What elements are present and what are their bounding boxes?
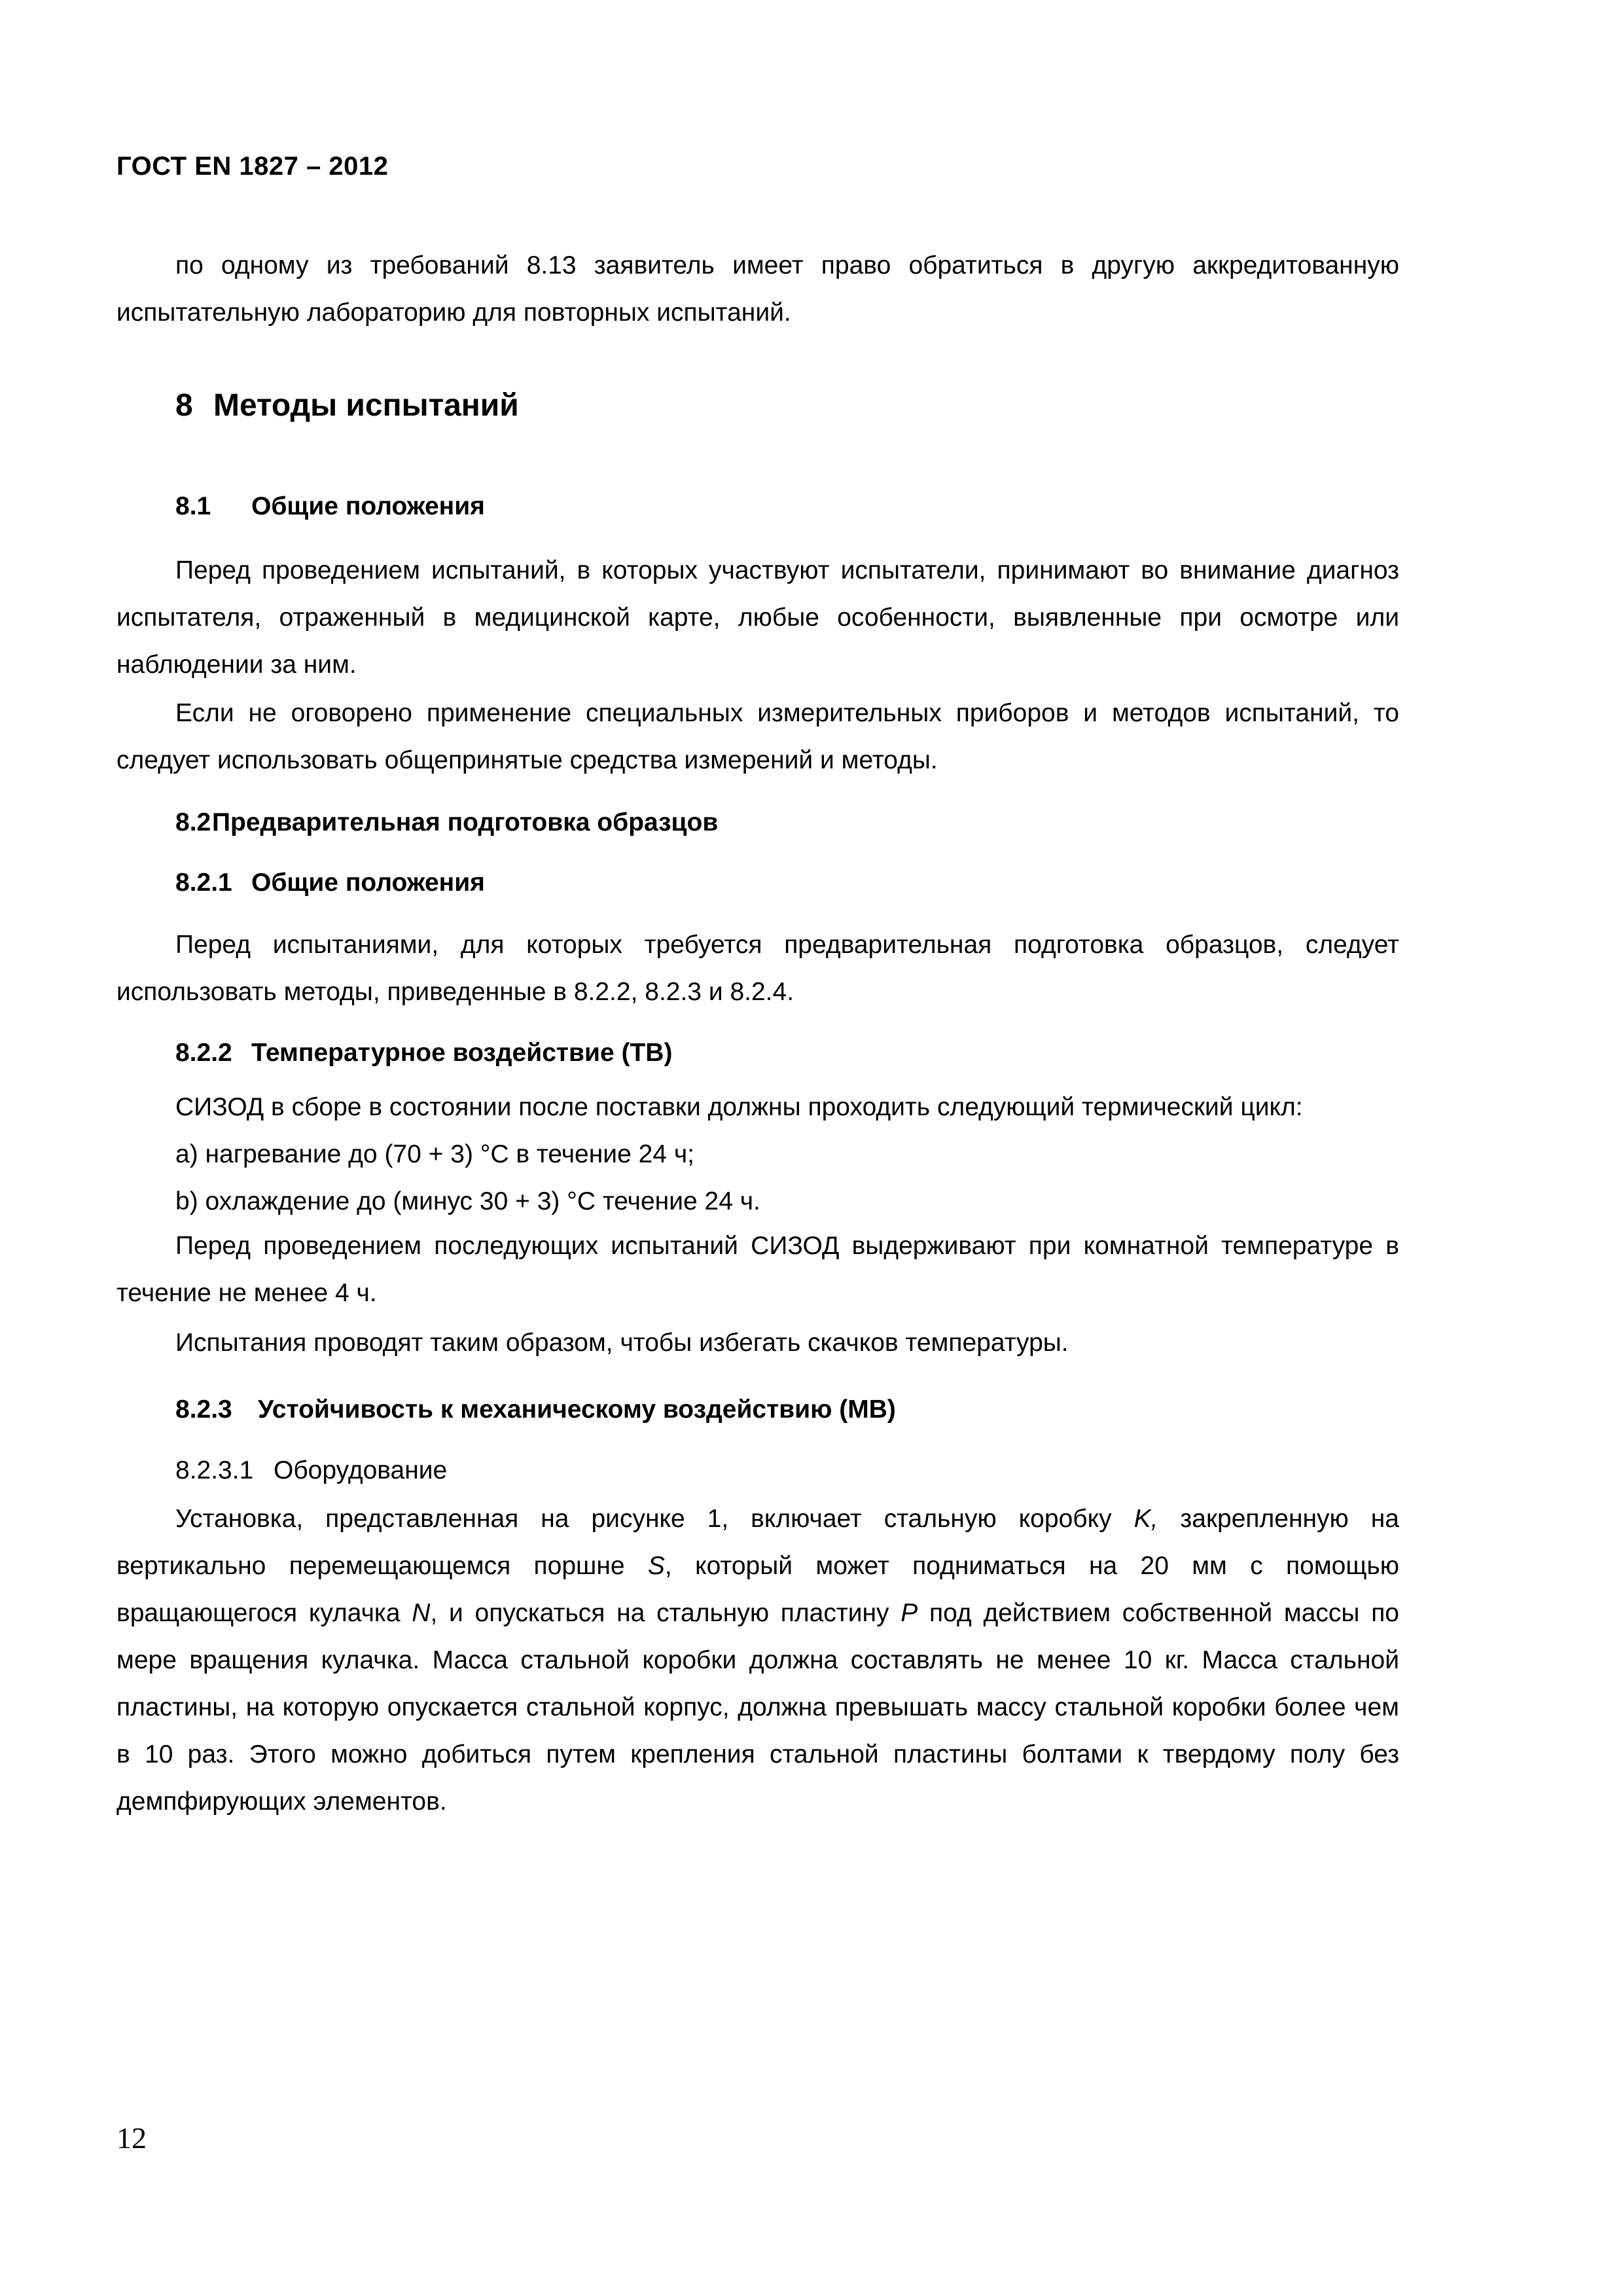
subclause-number: 8.2.3.1: [175, 1456, 254, 1484]
subsection-8-1-heading: [175, 492, 485, 521]
clause-title: Температурное воздействие (ТВ): [251, 1039, 673, 1067]
text-run: , и опускаться на стальную пластину: [430, 1599, 901, 1627]
paragraph-8-1-2: Если не оговорено применение специальных измерительных приборов и методов испытаний, то следует использовать общепринятые средства измерений и методы.: [116, 699, 1399, 774]
paragraph-8-2-1: Перед испытаниями, для которых требуется предварительная подготовка образцов, следует использовать методы, приведенные в 8.2.2, 8.2.3 и 8.2.4.: [116, 931, 1399, 1006]
subsection-title: Общие положения: [251, 492, 485, 520]
clause-number: 8.2.3: [175, 1395, 232, 1424]
section-title: Методы испытаний: [213, 388, 519, 423]
paragraph-8-2-2-conditioning: Перед проведением последующих испытаний СИЗОД выдерживают при комнатной температуре в течение не менее 4 ч.: [116, 1232, 1399, 1307]
clause-title: Устойчивость к механическому воздействию (МВ): [258, 1395, 896, 1424]
document-code-header: ГОСТ EN 1827 – 2012: [116, 152, 389, 181]
text-run: закрепленную на вертикально перемещающемся поршне: [116, 1505, 1399, 1580]
paragraph-8-2-2-temperature: Испытания проводят таким образом, чтобы избегать скачков температуры.: [175, 1329, 1069, 1357]
section-number: 8: [175, 388, 193, 423]
text-run: под действием собственной массы по мере вращения кулачка. Масса стальной коробки должна составлять не менее 10 кг. Масса стальной пластины, на которую опускается стальной корпус, должна превышать массу стальной коробки более чем в 10 раз. Этого можно добиться путем крепления стальной пластины болтами к твердому полу без демпфирующих элементов.: [116, 1599, 1399, 1816]
list-item-b: b) охлаждение до (минус 30 + 3) °С течение 24 ч.: [175, 1187, 760, 1215]
subsection-number: 8.1: [175, 492, 211, 520]
clause-number: 8.2.1: [175, 869, 232, 897]
symbol-p: P: [901, 1599, 918, 1627]
page-number: 12: [116, 2121, 147, 2155]
paragraph-8-2-3-1-equipment: [116, 1496, 1399, 1825]
text-run: Установка, представленная на рисунке 1, включает стальную коробку: [175, 1505, 1134, 1533]
clause-8-2-1-heading: [175, 869, 485, 897]
subsection-title: Предварительная подготовка образцов: [212, 808, 719, 836]
intro-paragraph: по одному из требований 8.13 заявитель имеет право обратиться в другую аккредитованную испытательную лабораторию для повторных испытаний.: [116, 251, 1399, 327]
subsection-8-2-heading: [175, 808, 718, 837]
symbol-n: N: [412, 1599, 431, 1627]
subsection-number: 8.2: [175, 808, 211, 836]
paragraph-8-1-1: Перед проведением испытаний, в которых участвуют испытатели, принимают во внимание диагноз испытателя, отраженный в медицинской карте, любые особенности, выявленные при осмотре или наблюдении за ним.: [116, 556, 1399, 679]
section-8-heading: [175, 387, 519, 423]
paragraph-8-2-2-intro: СИЗОД в сборе в состоянии после поставки должны проходить следующий термический цикл:: [175, 1093, 1303, 1121]
text-run: , который может подниматься на 20 мм с помощью вращающегося кулачка: [116, 1552, 1399, 1627]
list-item-a: a) нагревание до (70 + 3) °С в течение 24 ч;: [175, 1140, 694, 1168]
clause-title: Общие положения: [251, 869, 485, 897]
clause-8-2-2-heading: [175, 1039, 672, 1067]
subclause-title: Оборудование: [274, 1456, 448, 1484]
symbol-k: K,: [1133, 1505, 1158, 1533]
symbol-s: S: [647, 1552, 665, 1580]
clause-8-2-3-heading: [175, 1395, 896, 1424]
clause-number: 8.2.2: [175, 1039, 232, 1067]
subclause-8-2-3-1-heading: [175, 1456, 447, 1485]
